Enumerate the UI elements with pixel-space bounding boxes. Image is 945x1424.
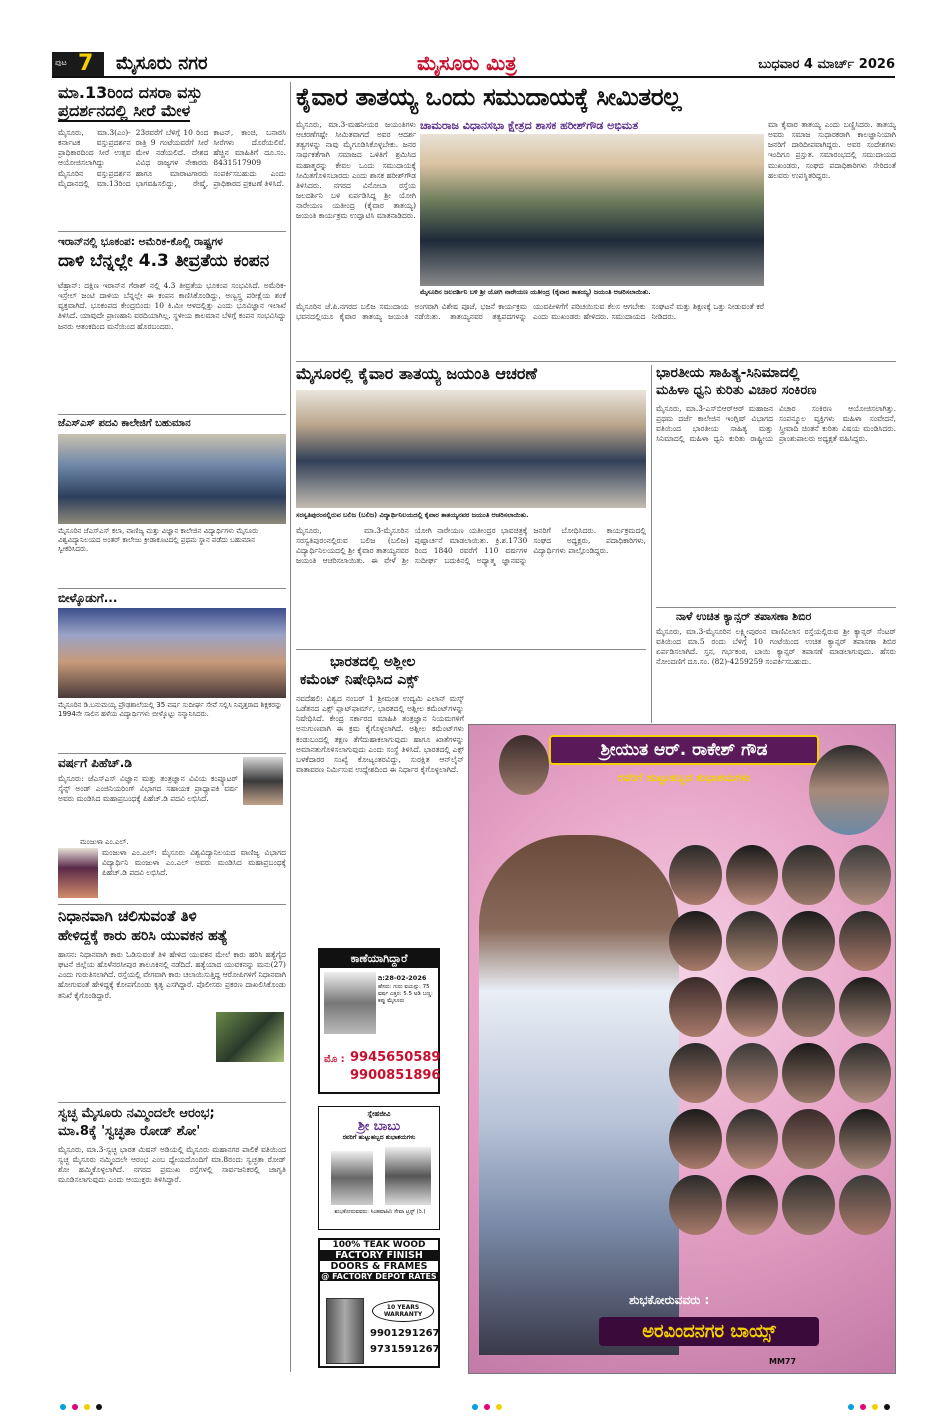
supporter-photo	[839, 1175, 892, 1235]
murder-photo	[216, 1012, 284, 1062]
divider	[58, 231, 286, 232]
missing-ad-details: ಹೆಸರು: ಗುರು ವಯಸ್ಸು: 75 ವರ್ಷ ಎತ್ತರ: 5.5 ಅಡಿ ಬಣ್ಣ: ಕಪ್ಪು ಮೈಸೂರು	[378, 984, 433, 1005]
iran-quake-body: ಟೆಹ್ರಾನ್: ದಕ್ಷಿಣ ಇರಾನ್‌ನ ಗೆರಾಶ್ ನಲ್ಲಿ 4.3 ತೀವ್ರತೆಯ ಭೂಕಂಪ ಸಂಭವಿಸಿದೆ. ಅಮೆರಿಕ-ಇಸ್ರೇಲ್ ಜಂಟಿ ದಾಳಿಯ ಬೆನ್ನಲ್ಲೇ ಈ ಕಂಪನ ಕಾಣಿಸಿಕೊಂಡಿದ್ದು, ಅಣ್ವಸ್ತ್ರ ಪರೀಕ್ಷೆಯ ಶಂಕೆ ವ್ಯಕ್ತವಾಗಿದೆ. ಭೂಕಂಪದ ಕೇಂದ್ರಬಿಂದು 10 ಕಿ.ಮೀ ಆಳದಲ್ಲಿತ್ತು ಎಂದು ಭೂವಿಜ್ಞಾನ ಇಲಾಖೆ ತಿಳಿಸಿದೆ. ಯಾವುದೇ ಪ್ರಾಣಹಾನಿ ವರದಿಯಾಗಿಲ್ಲ. ಸ್ಥಳೀಯ ಕಾಲಮಾನ ಬೆಳಿಗ್ಗೆ ಕಂಪನ ಸಂಭವಿಸಿದ್ದು ಜನರು ಆತಂಕದಿಂದ ಮನೆಯಿಂದ ಹೊರಬಂದರು.	[58, 281, 286, 331]
supporter-photo	[839, 1043, 892, 1103]
page-header	[52, 50, 895, 78]
registration-dot	[884, 1404, 890, 1410]
supporter-photo	[669, 1109, 722, 1169]
iran-quake-headline-1: ಇರಾನ್‌ನಲ್ಲಿ ಭೂಕಂಪ: ಅಮೆರಿಕ-ಕೊಲ್ಲಿ ರಾಷ್ಟ್ರಗಳ	[58, 236, 223, 248]
clean-headline-2: ಮಾ.8ಕ್ಕೆ 'ಸ್ವಚ್ಛತಾ ರೋಡ್ ಶೋ'	[58, 1124, 201, 1139]
jss-headline: ಜೆಎಸ್‌ಎಸ್ ಪದವಿ ಕಾಲೇಜಿಗೆ ಬಹುಮಾನ	[58, 418, 191, 429]
teakwood-phone-1: 9901291267	[370, 1328, 440, 1339]
farewell-caption: ಮೈಸೂರಿನ ಡಿ.ಬನುಮಯ್ಯ ಪ್ರೌಢಶಾಲೆಯಲ್ಲಿ 35 ವರ್ಷ ಸುದೀರ್ಘ ಸೇವೆ ಸಲ್ಲಿಸಿ ನಿವೃತ್ತರಾದ ಶಿಕ್ಷಕರನ್ನು 1994ನೇ ಸಾಲಿನ ಹಳೆಯ ವಿದ್ಯಾರ್ಥಿಗಳು ಬೀಳ್ಕೊಟ್ಟು ಸನ್ಮಾನಿಸಿದರು.	[58, 701, 283, 719]
farewell-photo	[58, 608, 286, 698]
clean-headline-1: ಸ್ವಚ್ಛ ಮೈಸೂರು ನಮ್ಮಿಂದಲೇ ಆರಂಭ;	[58, 1106, 215, 1121]
registration-dot	[872, 1404, 878, 1410]
registration-dot	[860, 1404, 866, 1410]
phd-body: ಮೈಸೂರು: ಜೆಎಸ್‌ಎಸ್ ವಿಜ್ಞಾನ ಮತ್ತು ತಂತ್ರಜ್ಞಾನ ವಿವಿಯ ಕಂಪ್ಯೂಟರ್ ಸೈನ್ಸ್ ಅಂಡ್ ಎಂಜಿನಿಯರಿಂಗ್ ವಿಭಾಗದ ಸಹಾಯಕ ಪ್ರಾಧ್ಯಾಪಕಿ ವರ್ಷ ಅವರು ಮಂಡಿಸಿದ ಮಹಾಪ್ರಬಂಧಕ್ಕೆ ಪಿಹೆಚ್.ಡಿ ಪದವಿ ಲಭಿಸಿದೆ.	[58, 774, 238, 804]
supporter-photo	[726, 1043, 779, 1103]
rakesh-birthday-ad	[468, 724, 896, 1374]
iran-quake-headline-2: ದಾಳಿ ಬೆನ್ನಲ್ಲೇ 4.3 ತೀವ್ರತೆಯ ಕಂಪನ	[58, 251, 270, 271]
divider	[656, 607, 896, 608]
cancer-headline: ನಾಳೆ ಉಚಿತ ಕ್ಯಾನ್ಸರ್ ತಪಾಸಣಾ ಶಿಬಿರ	[676, 610, 812, 623]
missing-phone-2: 9900851896	[350, 1068, 441, 1083]
supporter-photo	[726, 845, 779, 905]
babu-photo-1	[331, 1151, 373, 1205]
door-image	[326, 1298, 364, 1364]
murder-body: ಹಾಸನ: ನಿಧಾನವಾಗಿ ಕಾರು ಓಡಿಸುವಂತೆ ತಿಳಿ ಹೇಳಿದ ಯುವಕನ ಮೇಲೆ ಕಾರು ಹರಿಸಿ ಹತ್ಯೆಗೈದ ಘಟನೆ ಜಿಲ್ಲೆಯ ಹೊಳೆನರಸೀಪುರ ತಾಲೂಕಿನಲ್ಲಿ ನಡೆದಿದೆ. ಹತ್ಯೆಯಾದ ಯುವಕನನ್ನು ಮನು(27) ಎಂದು ಗುರುತಿಸಲಾಗಿದೆ. ರಸ್ತೆಯಲ್ಲಿ ವೇಗವಾಗಿ ಕಾರು ಚಲಾಯಿಸುತ್ತಿದ್ದ ಆರೋಪಿಗಳಿಗೆ ನಿಧಾನವಾಗಿ ಹೋಗುವಂತೆ ಹೇಳಿದ್ದಕ್ಕೆ ಕೋಪಗೊಂಡು ಕೃತ್ಯ ಎಸಗಿದ್ದಾರೆ. ಪೊಲೀಸರು ಪ್ರಕರಣ ದಾಖಲಿಸಿಕೊಂಡು ತನಿಖೆ ಕೈಗೊಂಡಿದ್ದಾರೆ.	[58, 950, 286, 1000]
supporter-photo	[726, 1175, 779, 1235]
clean-body: ಮೈಸೂರು, ಮಾ.3-ಸ್ವಚ್ಛ ಭಾರತ ಮಿಷನ್ ಅಡಿಯಲ್ಲಿ ಮೈಸೂರು ಮಹಾನಗರ ಪಾಲಿಕೆ ವತಿಯಿಂದ ಸ್ವಚ್ಛ ಮೈಸೂರು ನಮ್ಮಿಂದಲೇ ಆರಂಭ ಎಂಬ ಧ್ಯೇಯದೊಂದಿಗೆ ಮಾ.8ರಂದು ಸ್ವಚ್ಛತಾ ರೋಡ್ ಶೋ ಹಮ್ಮಿಕೊಳ್ಳಲಾಗಿದೆ. ನಗರದ ಪ್ರಮುಖ ರಸ್ತೆಗಳಲ್ಲಿ ಸಾರ್ವಜನಿಕರಲ್ಲಿ ಜಾಗೃತಿ ಮೂಡಿಸಲಾಗುವುದು ಎಂದು ಆಯುಕ್ತರು ತಿಳಿಸಿದ್ದಾರೆ.	[58, 1145, 286, 1185]
registration-dot	[472, 1404, 478, 1410]
portrait-top-left	[499, 735, 549, 795]
registration-dot	[96, 1404, 102, 1410]
manjula-body: ಮಂಜುಳಾ ಎಂ.ಎಲ್: ಮೈಸೂರು ವಿಶ್ವವಿದ್ಯಾನಿಲಯದ ವಾಣಿಜ್ಯ ವಿಭಾಗದ ವಿದ್ಯಾರ್ಥಿನಿ ಮಂಜುಳಾ ಎಂ.ಎಲ್ ಅವರು ಮಂಡಿಸಿದ ಮಹಾಪ್ರಬಂಧಕ್ಕೆ ಪಿಹೆಚ್.ಡಿ ಪದವಿ ಲಭಿಸಿದೆ.	[102, 848, 286, 878]
rakesh-ad-title: ಶ್ರೀಯುತ ಆರ್. ರಾಕೇಶ್ ಗೌಡ	[549, 735, 819, 765]
rakesh-ad-from-name: ಅರವಿಂದನಗರ ಬಾಯ್ಸ್	[599, 1317, 819, 1346]
registration-dot	[60, 1404, 66, 1410]
supporter-photo	[669, 845, 722, 905]
supporter-photo	[839, 977, 892, 1037]
phd-photo	[243, 757, 283, 805]
jss-caption: ಮೈಸೂರಿನ ಜೆಎಸ್‌ಎಸ್ ಕಲಾ, ವಾಣಿಜ್ಯ ಮತ್ತು ವಿಜ್ಞಾನ ಕಾಲೇಜಿನ ವಿದ್ಯಾರ್ಥಿಗಳು ಮೈಸೂರು ವಿಶ್ವವಿದ್ಯಾನಿಲಯದ ಅಂತರ್ ಕಾಲೇಜು ಕ್ರೀಡಾಕೂಟದಲ್ಲಿ ಪ್ರಥಮ ಸ್ಥಾನ ಪಡೆದು ಬಹುಮಾನ ಸ್ವೀಕರಿಸಿದರು.	[58, 527, 259, 554]
murder-headline-2: ಹೇಳಿದ್ದಕ್ಕೆ ಕಾರು ಹರಿಸಿ ಯುವಕನ ಹತ್ಯೆ	[58, 928, 228, 944]
kaivara-subhead: ಚಾಮರಾಜ ವಿಧಾನಸಭಾ ಕ್ಷೇತ್ರದ ಶಾಸಕ ಹರೀಶ್‌ಗೌಡ ಅಭಿಮತ	[420, 119, 639, 132]
supporter-photo	[726, 911, 779, 971]
comment-headline-1: ಭಾರತದಲ್ಲಿ ಅಶ್ಲೀಲ	[330, 654, 416, 670]
manjula-photo	[58, 848, 98, 898]
column-rule	[651, 365, 652, 723]
registration-dot	[848, 1404, 854, 1410]
jayanti-photo	[296, 390, 646, 508]
kaivara-body-right: ಮಾ ಕೈವಾರ ತಾತಯ್ಯ ಎಂದು ಬಣ್ಣಿಸಿದರು. ತಾತಯ್ಯ ಅವರು ಸಮಾಜ ಸುಧಾರಕರಾಗಿ ಕಾಲಜ್ಞಾನಿಯಾಗಿ ಜನರಿಗೆ ದಾರಿದೀಪವಾಗಿದ್ದರು. ಅವರ ಸಂದೇಶಗಳು ಇಂದಿಗೂ ಪ್ರಸ್ತುತ. ಸಮಾರಂಭದಲ್ಲಿ ಸಮುದಾಯದ ಮುಖಂಡರು, ಸಂಘದ ಪದಾಧಿಕಾರಿಗಳು ಸೇರಿದಂತೆ ಹಲವರು ಉಪಸ್ಥಿತರಿದ್ದರು.	[768, 120, 896, 180]
missing-ad-title: ಕಾಣೆಯಾಗಿದ್ದಾರೆ	[320, 950, 438, 968]
print-registration-marks	[60, 1402, 890, 1412]
supporter-photo	[782, 1043, 835, 1103]
teakwood-line3: DOORS & FRAMES	[330, 1261, 428, 1272]
babu-birthday-ad	[318, 1106, 440, 1230]
designer-tag: MM77	[769, 1357, 797, 1366]
supporter-photo	[669, 977, 722, 1037]
page-number: 7	[78, 51, 94, 76]
rakesh-ad-from-label: ಶುಭಕೋರುವವರು :	[629, 1293, 710, 1307]
phd-name-label: ಮಂಜುಳಾ ಎಂ.ಎಲ್.	[80, 838, 129, 846]
registration-dot	[496, 1404, 502, 1410]
kaivara-caption: ಮೈಸೂರಿನ ಜಲದರ್ಶಿನಿ ಬಳಿ ಶ್ರೀ ಯೋಗಿ ನಾರೇಯಣ ಯತೀಂದ್ರ (ಕೈವಾರ ತಾತಯ್ಯ) ಜಯಂತಿ ಆಚರಿಸಲಾಯಿತು.	[420, 288, 651, 296]
jayanti-body: ಮೈಸೂರು, ಮಾ.3-ಮೈಸೂರಿನ ಸರಸ್ವತಿಪುರಂನಲ್ಲಿರುವ ಬಲಿಜ (ಬಲಿಜ) ವಿದ್ಯಾರ್ಥಿನಿಲಯದಲ್ಲಿ ಶ್ರೀ ಕೈವಾರ ತಾತಯ್ಯನವರ ಜಯಂತಿ ಆಚರಿಸಲಾಯಿತು. ಈ ವೇಳೆ ಶ್ರೀ ಯೋಗಿ ನಾರೇಯಣ ಯತೀಂದ್ರರ ಭಾವಚಿತ್ರಕ್ಕೆ ಪುಷ್ಪಾರ್ಚನೆ ಮಾಡಲಾಯಿತು. ಕ್ರಿ.ಶ.1730 ರಿಂದ 1840 ರವರೆಗೆ 110 ವರ್ಷಗಳ ಸುದೀರ್ಘ ಬದುಕಿನಲ್ಲಿ ಅಧ್ಯಾತ್ಮ ಜ್ಞಾನವನ್ನು ಜನರಿಗೆ ಬೋಧಿಸಿದರು. ಕಾರ್ಯಕ್ರಮದಲ್ಲಿ ಸಂಘದ ಅಧ್ಯಕ್ಷರು, ಪದಾಧಿಕಾರಿಗಳು, ವಿದ್ಯಾರ್ಥಿಗಳು ಪಾಲ್ಗೊಂಡಿದ್ದರು.	[296, 526, 646, 566]
missing-phone-label: ಮೊ :	[324, 1054, 345, 1065]
page-number-box	[52, 52, 104, 76]
supporter-photos	[669, 845, 891, 1275]
divider	[58, 1102, 286, 1103]
teakwood-ad	[318, 1238, 440, 1368]
supporter-photo	[839, 845, 892, 905]
teakwood-line2: FACTORY FINISH	[320, 1250, 438, 1261]
kaivara-body-bottom: ಮೈಸೂರಿನ ಜೆ.ಪಿ.ನಗರದ ಬಲಿಜ ಸಮುದಾಯ ಭವನದಲ್ಲಿಯೂ ಕೈವಾರ ತಾತಯ್ಯ ಜಯಂತಿ ಅಂಗವಾಗಿ ವಿಶೇಷ ಪೂಜೆ, ಭಜನೆ ಕಾರ್ಯಕ್ರಮ ನಡೆಯಿತು. ತಾತಯ್ಯನವರ ತತ್ವಪದಗಳನ್ನು ಯುವಪೀಳಿಗೆಗೆ ಪರಿಚಯಿಸುವ ಕೆಲಸ ಆಗಬೇಕು ಎಂದು ಮುಖಂಡರು ಹೇಳಿದರು. ಸಮುದಾಯದ ಸಂಘಟನೆ ಮತ್ತು ಶಿಕ್ಷಣಕ್ಕೆ ಒತ್ತು ನೀಡುವಂತೆ ಕರೆ ನೀಡಿದರು.	[296, 302, 764, 322]
literature-headline-2: ಮಹಿಳಾ ಧ್ವನಿ ಕುರಿತು ವಿಚಾರ ಸಂಕಿರಣ	[656, 383, 817, 398]
registration-dot	[72, 1404, 78, 1410]
divider	[296, 361, 896, 362]
divider	[58, 904, 286, 905]
portrait-top-right	[809, 745, 889, 835]
divider	[296, 649, 646, 650]
babu-photo-2	[385, 1147, 431, 1205]
comment-body: ನವದೆಹಲಿ: ವಿಶ್ವದ ನಂಬರ್ 1 ಶ್ರೀಮಂತ ಉದ್ಯಮಿ ಎಲಾನ್ ಮಸ್ಕ್ ಒಡೆತನದ ಎಕ್ಸ್ ಪ್ಲಾಟ್‌ಫಾರ್ಮ್, ಭಾರತದಲ್ಲಿ ಅಶ್ಲೀಲ ಕಮೆಂಟ್‌ಗಳನ್ನು ನಿಷೇಧಿಸಿದೆ. ಕೇಂದ್ರ ಸರ್ಕಾರದ ಮಾಹಿತಿ ತಂತ್ರಜ್ಞಾನ ನಿಯಮಗಳಿಗೆ ಅನುಗುಣವಾಗಿ ಈ ಕ್ರಮ ಕೈಗೊಳ್ಳಲಾಗಿದೆ. ಅಶ್ಲೀಲ ಕಮೆಂಟ್‌ಗಳು ಕಂಡುಬಂದಲ್ಲಿ ತಕ್ಷಣ ತೆಗೆದುಹಾಕಲಾಗುವುದು ಹಾಗೂ ಖಾತೆಗಳನ್ನು ಅಮಾನತುಗೊಳಿಸಲಾಗುವುದು ಎಂದು ಸಂಸ್ಥೆ ತಿಳಿಸಿದೆ. ಭಾರತದಲ್ಲಿ ಎಕ್ಸ್ ಬಳಕೆದಾರರ ಸಂಖ್ಯೆ ಕೋಟ್ಯಂತರವಿದ್ದು, ಸುರಕ್ಷಿತ ಆನ್‌ಲೈನ್ ವಾತಾವರಣ ನಿರ್ಮಿಸುವ ಉದ್ದೇಶದಿಂದ ಈ ನಿರ್ಧಾರ ಕೈಗೊಳ್ಳಲಾಗಿದೆ.	[296, 694, 464, 774]
babu-ad-name: ಶ್ರೀ ಬಾಬು	[357, 1119, 401, 1134]
missing-person-photo	[324, 972, 376, 1034]
babu-ad-wish: ರವರಿಗೆ ಹುಟ್ಟುಹಬ್ಬದ ಶುಭಾಶಯಗಳು	[342, 1134, 416, 1141]
masthead: ಮೈಸೂರು ಮಿತ್ರ	[417, 51, 517, 75]
kaivara-headline: ಕೈವಾರ ತಾತಯ್ಯ ಒಂದು ಸಮುದಾಯಕ್ಕೆ ಸೀಮಿತರಲ್ಲ	[296, 83, 682, 111]
missing-phone-1: 9945650589	[350, 1050, 441, 1065]
missing-ad-date: ದಿ:28-02-2026	[378, 974, 427, 982]
missing-ad	[318, 948, 440, 1094]
teakwood-line4: @ FACTORY DEPOT RATES	[321, 1272, 437, 1281]
page-label: ಪುಟ	[55, 58, 67, 67]
kaivara-body-left: ಮೈಸೂರು, ಮಾ.3-ಮಹನೀಯರ ಜಯಂತಿಗಳು ಆಚರಣೆಗಷ್ಟೇ ಸೀಮಿತವಾಗದೆ ಅವರ ಆದರ್ಶ ತತ್ವಗಳನ್ನು ನಾವು ಮೈಗೂಡಿಸಿಕೊಳ್ಳಬೇಕು. ಜನರ ಸಾರ್ಥಕತೆಗಾಗಿ ಸಮಾಜದ ಒಳಿತಿಗೆ ಶ್ರಮಿಸಿದ ಮಹಾತ್ಮರನ್ನು ಕೇವಲ ಒಂದು ಸಮುದಾಯಕ್ಕೆ ಸೀಮಿತಗೊಳಿಸಬಾರದು ಎಂದು ಶಾಸಕ ಹರೀಶ್‌ಗೌಡ ತಿಳಿಸಿದರು. ನಗರದ ವಿನೋಬಾ ರಸ್ತೆಯ ಜಲದರ್ಶಿನಿ ಬಳಿ ಏರ್ಪಡಿಸಿದ್ದ ಶ್ರೀ ಯೋಗಿ ನಾರೇಯಣ ಯತೀಂದ್ರ (ಕೈವಾರ ತಾತಯ್ಯ) ಜಯಂತಿ ಕಾರ್ಯಕ್ರಮ ಉದ್ಘಾಟಿಸಿ ಮಾತನಾಡಿದರು.	[296, 120, 416, 221]
jss-photo	[58, 434, 286, 524]
supporter-photo	[782, 1175, 835, 1235]
literature-headline-1: ಭಾರತೀಯ ಸಾಹಿತ್ಯ-ಸಿನಿಮಾದಲ್ಲಿ	[656, 365, 800, 381]
silk-expo-body: ಮೈಸೂರು, ಮಾ.3(ಎಂ)-ಕರ್ನಾಟಕ ವಸ್ತುಪ್ರದರ್ಶನ ಪ್ರಾಧಿಕಾರದಿಂದ ಸೀರೆ ಉತ್ಸವ ಆಯೋಜಿಸಲಾಗಿದ್ದು ಮೈಸೂರಿನ ವಸ್ತುಪ್ರದರ್ಶನ ಮೈದಾನದಲ್ಲಿ ಮಾ.13ರಿಂದ 23ರವರೆಗೆ ಬೆಳಿಗ್ಗೆ 10 ರಿಂದ ರಾತ್ರಿ 9 ಗಂಟೆಯವರೆಗೆ ಸೀರೆ ಮೇಳ ನಡೆಯಲಿದೆ. ದೇಶದ ವಿವಿಧ ರಾಜ್ಯಗಳ ನೇಕಾರರು ಹಾಗೂ ಮಾರಾಟಗಾರರು ಭಾಗವಹಿಸಲಿದ್ದು, ರೇಷ್ಮೆ, ಕಾಟನ್, ಕಾಂಚಿ, ಬನಾರಸಿ ಸೀರೆಗಳು ದೊರೆಯಲಿವೆ. ಹೆಚ್ಚಿನ ಮಾಹಿತಿಗೆ ದೂ.ಸಂ. 8431517909 ಸಂಪರ್ಕಿಸಬಹುದು ಎಂದು ಪ್ರಾಧಿಕಾರದ ಪ್ರಕಟಣೆ ತಿಳಿಸಿದೆ.	[58, 128, 286, 188]
supporter-photo	[782, 977, 835, 1037]
babu-ad-top: ಸ್ನೇಹಜೀವಿ	[367, 1110, 391, 1118]
kaivara-photo	[420, 134, 764, 286]
supporter-photo	[669, 1043, 722, 1103]
supporter-photo	[726, 1109, 779, 1169]
main-portrait	[479, 835, 679, 1355]
supporter-photo	[839, 1109, 892, 1169]
murder-headline-1: ನಿಧಾನವಾಗಿ ಚಲಿಸುವಂತೆ ತಿಳಿ	[58, 907, 197, 925]
section-title: ಮೈಸೂರು ನಗರ	[116, 53, 208, 74]
supporter-photo	[839, 911, 892, 971]
literature-body: ಮೈಸೂರು, ಮಾ.3-ಎಸ್‌ಬಿಆರ್‌ಆರ್ ಮಹಾಜನ ಪ್ರಥಮ ದರ್ಜೆ ಕಾಲೇಜಿನ ಇಂಗ್ಲಿಷ್ ವಿಭಾಗದ ವತಿಯಿಂದ ಭಾರತೀಯ ಸಾಹಿತ್ಯ ಮತ್ತು ಸಿನಿಮಾದಲ್ಲಿ ಮಹಿಳಾ ಧ್ವನಿ ಕುರಿತು ರಾಷ್ಟ್ರೀಯ ವಿಚಾರ ಸಂಕಿರಣ ಆಯೋಜಿಸಲಾಗಿತ್ತು. ಸಂಪನ್ಮೂಲ ವ್ಯಕ್ತಿಗಳು ಮಹಿಳಾ ಸಂವೇದನೆ, ಸ್ತ್ರೀವಾದಿ ಚಿಂತನೆ ಕುರಿತು ವಿಷಯ ಮಂಡಿಸಿದರು. ಪ್ರಾಂಶುಪಾಲರು ಅಧ್ಯಕ್ಷತೆ ವಹಿಸಿದ್ದರು.	[656, 404, 896, 444]
supporter-photo	[726, 977, 779, 1037]
date: ಬುಧವಾರ 4 ಮಾರ್ಚ್ 2026	[758, 57, 895, 72]
jayanti-caption: ಸರಸ್ವತಿಪುರಂನಲ್ಲಿರುವ ಬಲಿಜ (ಬಲಿಜ) ವಿದ್ಯಾರ್ಥಿನಿಲಯದಲ್ಲಿ ಕೈವಾರ ತಾತಯ್ಯನವರ ಜಯಂತಿ ಆಚರಿಸಲಾಯಿತು.	[296, 511, 529, 519]
teakwood-phone-2: 9731591267	[370, 1344, 440, 1355]
supporter-photo	[782, 845, 835, 905]
silk-expo-headline: ಮಾ.13ರಿಂದ ದಸರಾ ವಸ್ತು ಪ್ರದರ್ಶನದಲ್ಲಿ ಸೀರೆ ಮೇಳ	[58, 83, 203, 121]
teakwood-line1: 100% TEAK WOOD	[332, 1240, 426, 1250]
column-rule	[290, 82, 291, 1372]
comment-headline-2: ಕಮೆಂಟ್ ನಿಷೇಧಿಸಿದ ಎಕ್ಸ್	[300, 672, 419, 688]
cancer-body: ಮೈಸೂರು, ಮಾ.3-ಮೈಸೂರಿನ ಲಕ್ಷ್ಮೀಪುರಂನ ವಾಣಿವಿಲಾಸ ರಸ್ತೆಯಲ್ಲಿರುವ ಶ್ರೀ ಕ್ಯಾನ್ಸರ್ ಸೆಂಟರ್ ವತಿಯಿಂದ ಮಾ.5 ರಂದು ಬೆಳಿಗ್ಗೆ 10 ಗಂಟೆಯಿಂದ ಉಚಿತ ಕ್ಯಾನ್ಸರ್ ತಪಾಸಣಾ ಶಿಬಿರ ಏರ್ಪಡಿಸಲಾಗಿದೆ. ಸ್ತನ, ಗರ್ಭಕಂಠ, ಬಾಯಿ ಕ್ಯಾನ್ಸರ್ ತಪಾಸಣೆ ಮಾಡಲಾಗುವುದು. ಹೆಸರು ನೋಂದಣಿಗೆ ದೂ.ಸಂ. (82)-4259259 ಸಂಪರ್ಕಿಸಬಹುದು.	[656, 627, 896, 667]
divider	[58, 414, 286, 415]
supporter-photo	[782, 1109, 835, 1169]
teakwood-warranty: 10 YEARS WARRANTY	[372, 1300, 434, 1322]
supporter-photo	[782, 911, 835, 971]
supporter-photo	[669, 1175, 722, 1235]
babu-ad-from: ಶುಭಕೋರುವವರು: ಸಿಂಹವಾಹಿನಿ ಸೇವಾ ಟ್ರಸ್ಟ್ (ರಿ.)	[334, 1209, 426, 1215]
rakesh-ad-subtitle: ರವರಿಗೆ ಹುಟ್ಟುಹಬ್ಬದ ಶುಭಾಶಯಗಳು	[617, 771, 751, 784]
divider	[58, 753, 286, 754]
divider	[58, 588, 286, 589]
jayanti-headline: ಮೈಸೂರಲ್ಲಿ ಕೈವಾರ ತಾತಯ್ಯ ಜಯಂತಿ ಆಚರಣೆ	[296, 364, 537, 383]
farewell-headline: ಬೀಳ್ಕೊಡುಗೆ...	[58, 591, 118, 605]
registration-dot	[84, 1404, 90, 1410]
phd-headline: ವರ್ಷಗೆ ಪಿಹೆಚ್.ಡಿ	[58, 756, 132, 770]
supporter-photo	[669, 911, 722, 971]
registration-dot	[484, 1404, 490, 1410]
